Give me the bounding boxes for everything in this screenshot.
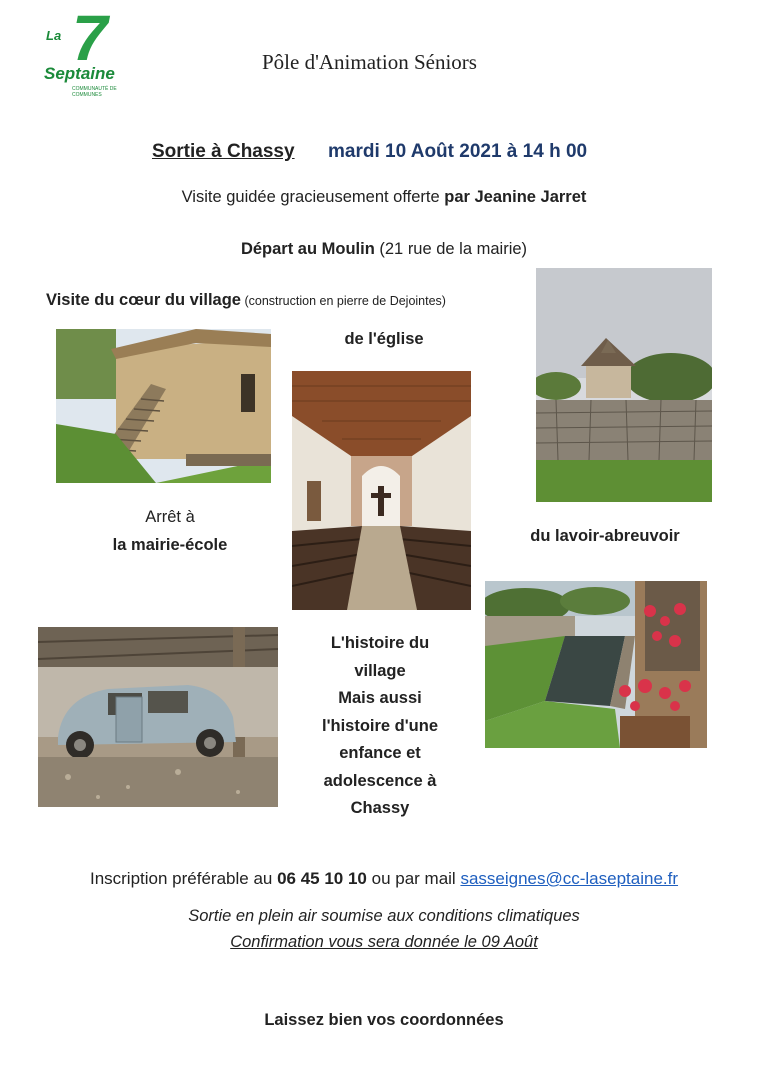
history-line: Chassy (350, 799, 410, 817)
logo-subtitle: COMMUNAUTÉ DE COMMUNES (72, 86, 117, 98)
logo-name: Septaine (44, 64, 115, 83)
church-interior-photo (292, 371, 471, 610)
inscription-line (0, 869, 768, 889)
history-line: Mais aussi (338, 689, 422, 707)
inscription-prefix: Inscription préférable au (89, 869, 278, 888)
mairie-school-label: la mairie-école (112, 536, 228, 554)
mairie-school-photo (56, 329, 271, 483)
email-link[interactable]: sasseignes@cc-laseptaine.fr (460, 869, 679, 888)
event-title: Sortie à Chassy (152, 141, 295, 162)
logo-la: La (46, 28, 62, 43)
guide-name: par Jeanine Jarret (444, 188, 587, 206)
church-label: de l'église (344, 330, 424, 348)
history-line: adolescence à (323, 771, 437, 790)
village-visit-note: (construction en pierre de Dejointes) (241, 294, 446, 308)
lavoir-label: du lavoir-abreuvoir (530, 527, 680, 545)
church-exterior-photo (536, 268, 712, 502)
departure-line (0, 240, 768, 259)
logo-seven: 7 (72, 2, 108, 74)
village-visit-line (46, 291, 446, 310)
guided-visit-line (0, 188, 768, 207)
history-line: village (354, 661, 406, 680)
history-line: L'histoire du (330, 634, 430, 652)
lavoir-photo (485, 581, 707, 748)
history-line: l'histoire d'une (321, 716, 439, 735)
inscription-mid: ou par mail (366, 869, 461, 888)
confirmation-notice: Confirmation vous sera donnée le 09 Août (230, 933, 538, 951)
history-line: enfance et (339, 744, 421, 762)
village-visit-label: Visite du cœur du village (46, 291, 241, 309)
village-history-text (290, 630, 470, 823)
contact-notice: Laissez bien vos coordonnées (264, 1011, 504, 1029)
weather-notice: Sortie en plein air soumise aux conditions climatiques (188, 907, 580, 925)
page-header-title: Pôle d'Animation Séniors (262, 50, 477, 74)
guided-visit-text: Visite guidée gracieusement offerte (181, 188, 445, 206)
phone-number: 06 45 10 10 (277, 869, 367, 888)
event-date: mardi 10 Août 2021 à 14 h 00 (328, 141, 588, 162)
mairie-stop-label: Arrêt à (145, 508, 195, 526)
departure-address: (21 rue de la mairie) (374, 240, 528, 258)
departure-label: Départ au Moulin (240, 240, 375, 258)
old-car-photo (38, 627, 278, 807)
septaine-logo (44, 2, 150, 100)
